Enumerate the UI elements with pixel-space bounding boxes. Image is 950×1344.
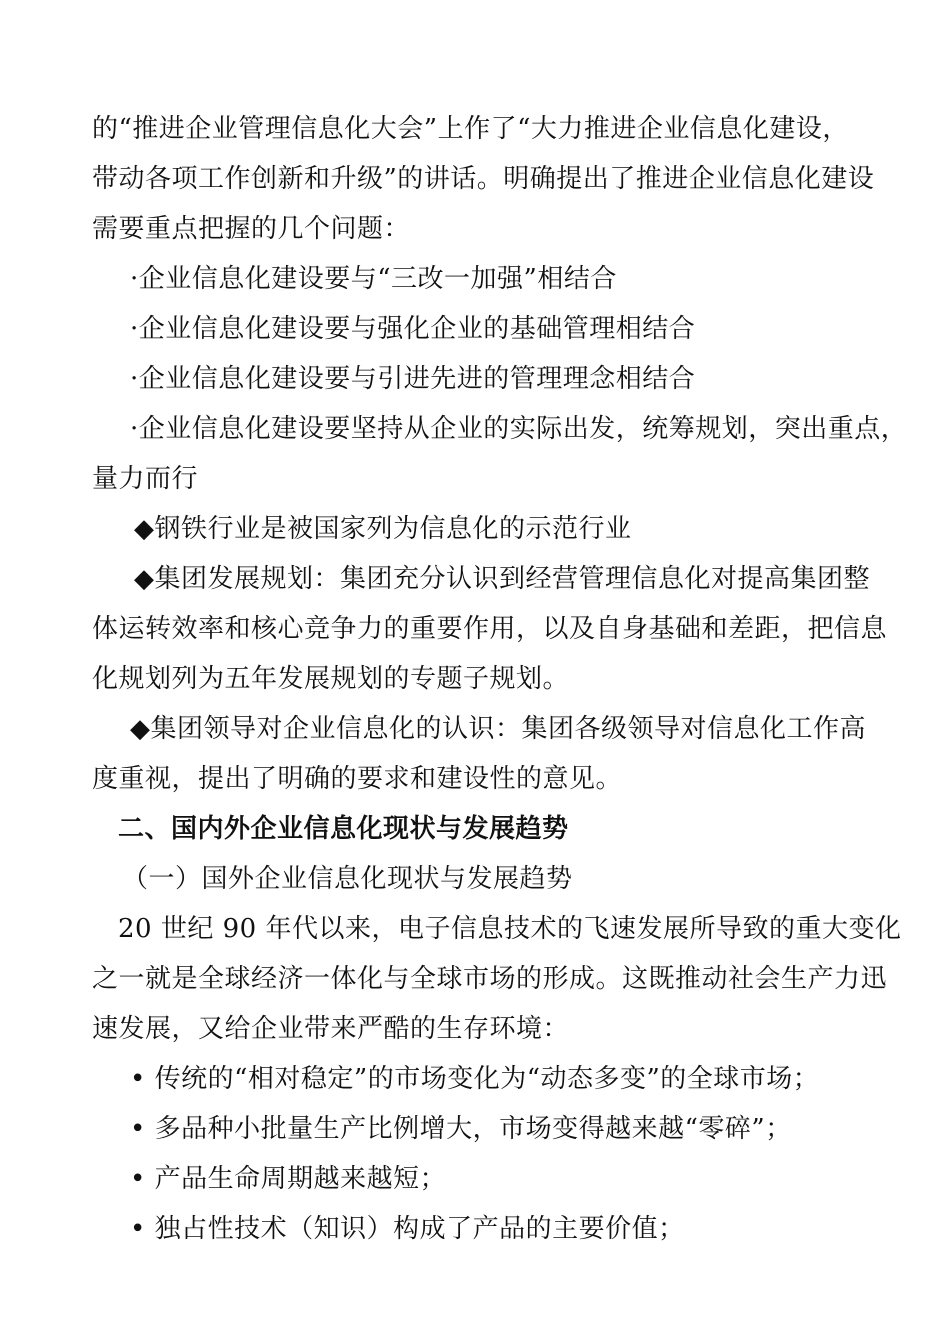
paragraph-line: 之一就是全球经济一体化与全球市场的形成。这既推动社会生产力迅: [92, 964, 888, 994]
dot-list-item: ·企业信息化建设要坚持从企业的实际出发，统筹规划，突出重点，: [130, 414, 908, 444]
round-bullet-icon: •: [130, 1064, 146, 1094]
paragraph-line: 的“推进企业管理信息化大会”上作了“大力推进企业信息化建设，: [92, 114, 849, 144]
diamond-item-text: 钢铁行业是被国家列为信息化的示范行业: [154, 514, 632, 544]
diamond-item-text: 集团领导对企业信息化的认识：集团各级领导对信息化工作高: [150, 714, 867, 744]
dot-list-item: ·企业信息化建设要与强化企业的基础管理相结合: [130, 314, 696, 344]
diamond-bullet-icon: ◆: [130, 714, 151, 744]
dot-list-item-continuation: 量力而行: [92, 464, 199, 494]
round-item-text: 传统的“相对稳定”的市场变化为“动态多变”的全球市场；: [154, 1064, 820, 1094]
diamond-bullet-icon: ◆: [134, 564, 155, 594]
round-list-item: [130, 1162, 446, 1196]
paragraph-line: 度重视，提出了明确的要求和建设性的意见。: [92, 764, 623, 794]
round-item-text: 独占性技术（知识）构成了产品的主要价值；: [154, 1214, 685, 1244]
round-bullet-icon: •: [130, 1114, 146, 1144]
diamond-bullet-icon: ◆: [134, 514, 155, 544]
paragraph-line: 20 世纪 90 年代以来，电子信息技术的飞速发展所导致的重大变化: [118, 914, 902, 944]
diamond-list-item: [134, 562, 870, 596]
round-item-text: 产品生命周期越来越短；: [154, 1164, 447, 1194]
round-list-item: [130, 1112, 792, 1146]
round-list-item: [130, 1062, 819, 1096]
diamond-list-item: [130, 712, 866, 746]
round-bullet-icon: •: [130, 1214, 146, 1244]
section-heading: 二、国内外企业信息化现状与发展趋势: [118, 814, 569, 844]
subsection-heading: （一）国外企业信息化现状与发展趋势: [122, 864, 573, 894]
round-item-text: 多品种小批量生产比例增大，市场变得越来越“零碎”；: [154, 1114, 792, 1144]
paragraph-line: 速发展，又给企业带来严酷的生存环境：: [92, 1014, 570, 1044]
paragraph-line: 需要重点把握的几个问题：: [92, 214, 411, 244]
dot-list-item: ·企业信息化建设要与引进先进的管理理念相结合: [130, 364, 696, 394]
paragraph-line: 体运转效率和核心竞争力的重要作用，以及自身基础和差距，把信息: [92, 614, 888, 644]
round-list-item: [130, 1212, 685, 1246]
round-bullet-icon: •: [130, 1164, 146, 1194]
paragraph-line: 化规划列为五年发展规划的专题子规划。: [92, 664, 570, 694]
diamond-list-item: [134, 512, 632, 546]
dot-list-item: ·企业信息化建设要与“三改一加强”相结合: [130, 264, 617, 294]
diamond-item-text: 集团发展规划：集团充分认识到经营管理信息化对提高集团整: [154, 564, 871, 594]
paragraph-line: 带动各项工作创新和升级”的讲话。明确提出了推进企业信息化建设: [92, 164, 875, 194]
